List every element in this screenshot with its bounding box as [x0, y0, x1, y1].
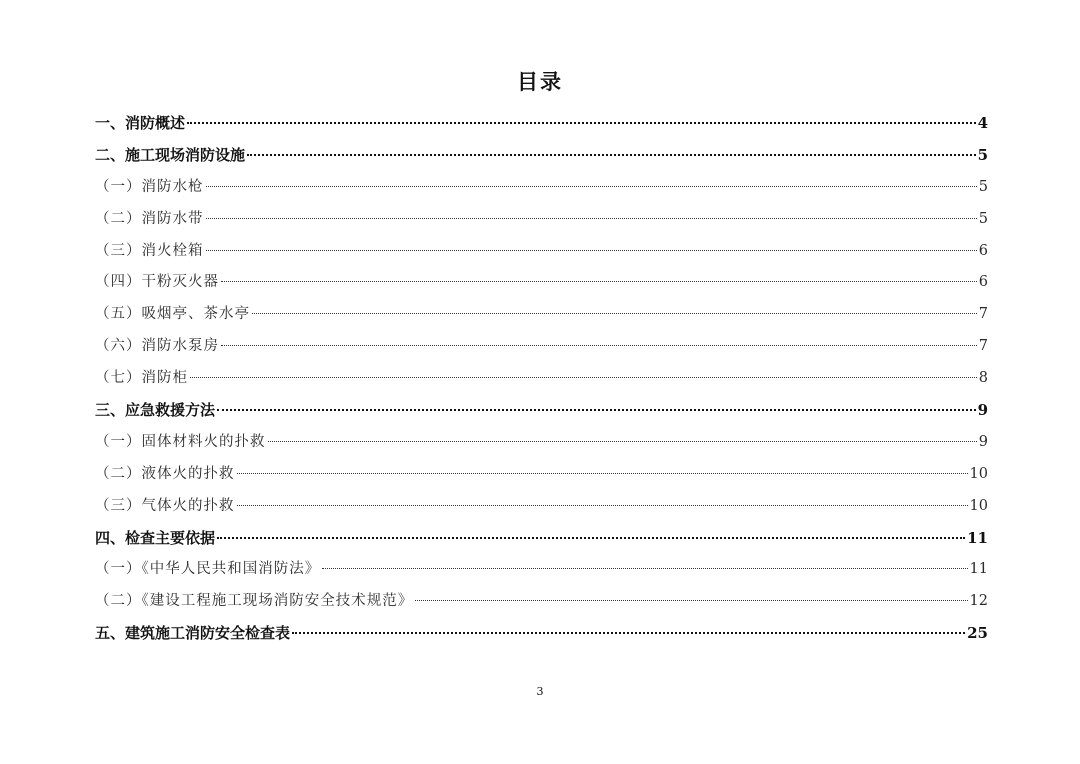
toc-entry-page-number: 7: [978, 338, 988, 355]
toc-dot-leader: [221, 281, 977, 282]
toc-entry-page-number: 9: [977, 401, 988, 420]
toc-entry-label: 三、应急救援方法: [95, 401, 216, 420]
toc-entry-page-number: 5: [977, 145, 988, 164]
toc-dot-leader: [217, 537, 965, 539]
toc-entry-label: （五）吸烟亭、茶水亭: [95, 306, 250, 323]
toc-dot-leader: [292, 632, 965, 634]
toc-dot-leader: [247, 154, 976, 156]
toc-entry-page-number: 10: [969, 497, 988, 514]
toc-entry-label: （三）气体火的扑救: [95, 497, 235, 514]
toc-entry-label: （七）消防柜: [95, 370, 188, 387]
toc-entry-page-number: 11: [967, 528, 988, 547]
toc-entry-label: 五、建筑施工消防安全检查表: [95, 624, 291, 643]
toc-section-entry[interactable]: [95, 554, 988, 586]
toc-dot-leader: [187, 122, 976, 124]
toc-chapter-entry[interactable]: [95, 140, 988, 172]
toc-dot-leader: [268, 441, 977, 442]
toc-chapter-entry[interactable]: [95, 108, 988, 140]
toc-entry-label: （二）液体火的扑救: [95, 465, 235, 482]
toc-chapter-entry[interactable]: [95, 523, 988, 555]
toc-entry-page-number: 6: [978, 242, 988, 259]
toc-section-entry[interactable]: [95, 299, 988, 331]
toc-entry-label: 二、施工现场消防设施: [95, 145, 246, 164]
toc-section-entry[interactable]: [95, 427, 988, 459]
toc-dot-leader: [221, 345, 977, 346]
table-of-contents: [95, 108, 988, 650]
footer-page-number: 3: [536, 685, 544, 698]
toc-entry-label: （一）《中华人民共和国消防法》: [95, 561, 321, 578]
toc-entry-label: （一）固体材料火的扑救: [95, 433, 266, 450]
toc-entry-page-number: 5: [978, 210, 988, 227]
toc-section-entry[interactable]: [95, 459, 988, 491]
toc-entry-label: （六）消防水泵房: [95, 338, 219, 355]
toc-entry-page-number: 9: [978, 433, 988, 450]
toc-dot-leader: [252, 313, 977, 314]
toc-dot-leader: [190, 377, 977, 378]
toc-entry-page-number: 6: [978, 274, 988, 291]
toc-dot-leader: [206, 218, 977, 219]
toc-entry-page-number: 5: [978, 178, 988, 195]
toc-entry-page-number: 10: [969, 465, 988, 482]
toc-dot-leader: [206, 250, 977, 251]
toc-section-entry[interactable]: [95, 236, 988, 268]
toc-entry-page-number: 7: [978, 306, 988, 323]
toc-section-entry[interactable]: [95, 331, 988, 363]
toc-entry-label: （三）消火栓箱: [95, 242, 204, 259]
toc-dot-leader: [415, 600, 967, 601]
toc-dot-leader: [237, 473, 968, 474]
toc-chapter-entry[interactable]: [95, 395, 988, 427]
toc-section-entry[interactable]: [95, 204, 988, 236]
toc-section-entry[interactable]: [95, 267, 988, 299]
toc-dot-leader: [322, 568, 967, 569]
toc-entry-label: 一、消防概述: [95, 114, 186, 132]
toc-entry-label: （一）消防水枪: [95, 178, 204, 195]
toc-entry-page-number: 8: [978, 370, 988, 387]
toc-section-entry[interactable]: [95, 363, 988, 395]
toc-entry-page-number: 25: [967, 624, 988, 643]
toc-dot-leader: [217, 409, 976, 411]
toc-entry-label: （二）《建设工程施工现场消防安全技术规范》: [95, 593, 414, 610]
toc-dot-leader: [237, 505, 968, 506]
toc-section-entry[interactable]: [95, 491, 988, 523]
toc-section-entry[interactable]: [95, 586, 988, 618]
toc-section-entry[interactable]: [95, 172, 988, 204]
toc-entry-page-number: 11: [969, 561, 988, 578]
toc-entry-page-number: 12: [969, 593, 988, 610]
toc-chapter-entry[interactable]: [95, 618, 988, 650]
toc-entry-page-number: 4: [977, 114, 988, 132]
page-title: 目录: [517, 69, 563, 94]
toc-dot-leader: [206, 186, 977, 187]
toc-entry-label: （二）消防水带: [95, 210, 204, 227]
toc-entry-label: （四）干粉灭火器: [95, 274, 219, 291]
toc-entry-label: 四、检查主要依据: [95, 528, 216, 547]
